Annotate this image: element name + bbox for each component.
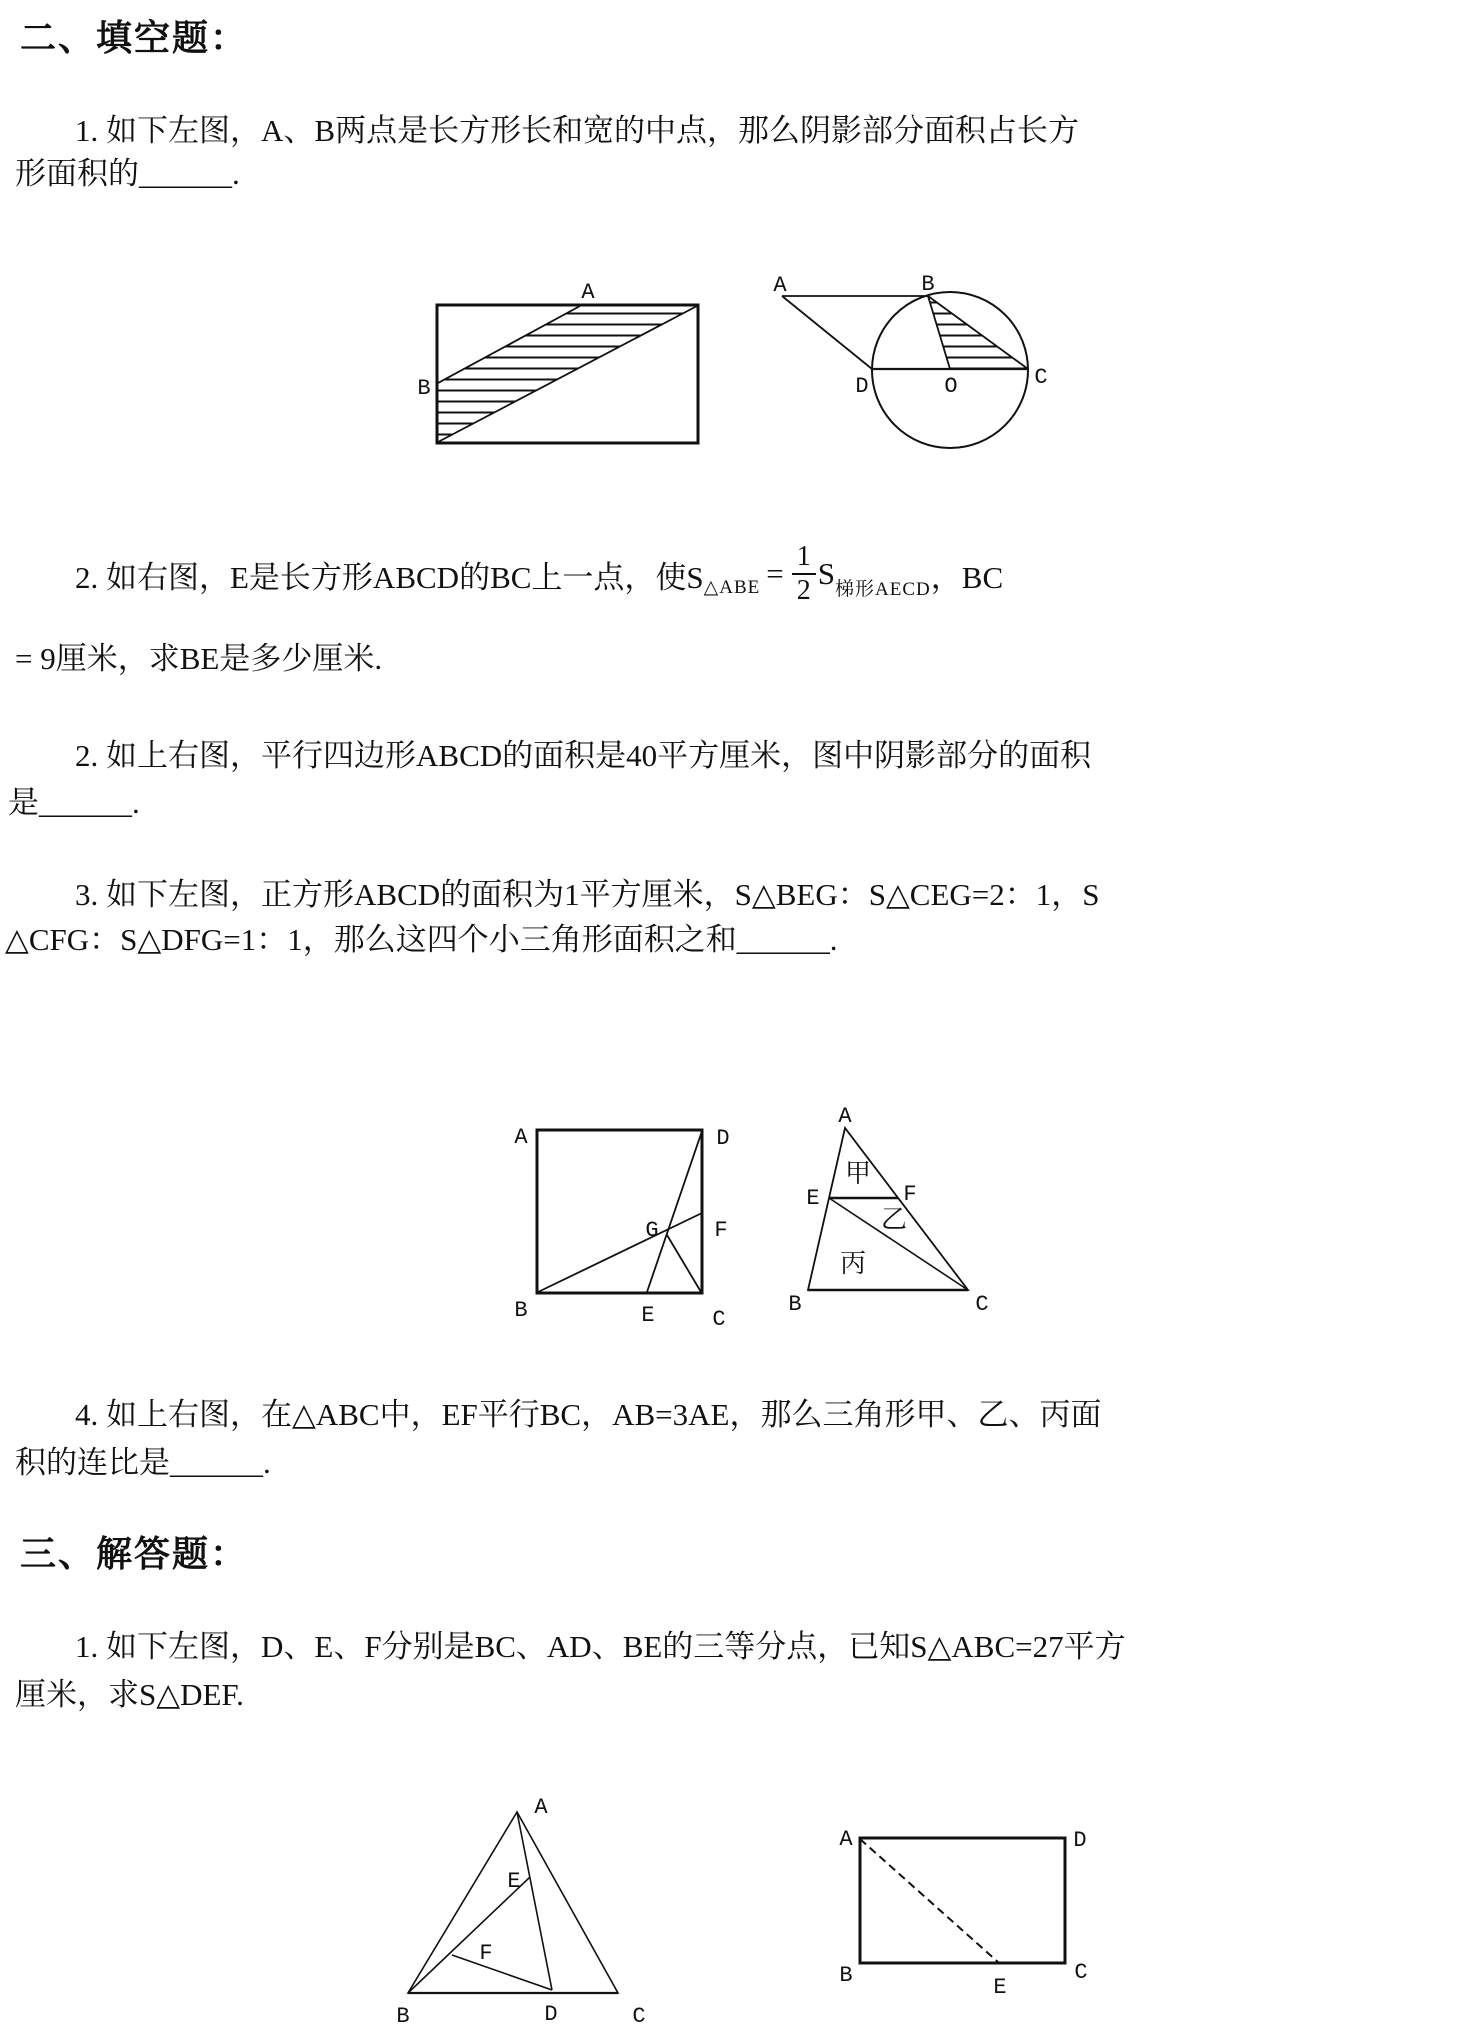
fig1-label-b: B: [417, 376, 431, 401]
fig2-label-a: A: [773, 273, 787, 298]
fig6-label-e: E: [993, 1975, 1007, 2000]
rectangle-outline: [860, 1838, 1065, 1963]
figure-triangle-jyb: [788, 1104, 988, 1317]
figure-rectangle-midpoints: [417, 280, 698, 443]
figure-triangle-def: [396, 1795, 645, 2029]
fig3-label-c: C: [712, 1307, 726, 1332]
solve-problem1-line1: 1. 如下左图，D、E、F分别是BC、AD、BE的三等分点，已知S△ABC=27平方: [75, 1629, 1126, 1664]
problem3-line2: △CFG：S△DFG=1：1，那么这四个小三角形面积之和______.: [5, 922, 838, 957]
square-outline: [537, 1130, 702, 1293]
problem2-suffix: ，BC: [930, 559, 1004, 595]
problem2-subscript-abe: △ABE: [703, 576, 761, 598]
segment-gc: [667, 1235, 701, 1292]
fig3-label-e: E: [641, 1303, 655, 1328]
segment-fd: [452, 1955, 552, 1990]
problem2-subscript-aecd: 梯形AECD: [835, 578, 931, 600]
solve-problem1-line2: 厘米，求S△DEF.: [15, 1677, 244, 1712]
region-label-bing: 丙: [839, 1249, 867, 1278]
fig3-label-f: F: [714, 1218, 728, 1243]
fig5-label-b: B: [396, 2004, 410, 2029]
problem4-line1: 4. 如上右图，在△ABC中，EF平行BC，AB=3AE，那么三角形甲、乙、丙面: [75, 1397, 1102, 1432]
problem2b-line1: 2. 如上右图，平行四边形ABCD的面积是40平方厘米，图中阴影部分的面积: [75, 738, 1092, 773]
problem1-line1: 1. 如下左图，A、B两点是长方形长和宽的中点，那么阴影部分面积占长方: [75, 113, 1080, 148]
fig2-label-b: B: [921, 272, 935, 297]
fig5-label-a: A: [534, 1795, 548, 1820]
problem1-line2: 形面积的______.: [15, 156, 240, 191]
region-label-jia: 甲: [844, 1159, 872, 1188]
segment-de: [647, 1131, 702, 1292]
problem2-equals: =: [766, 556, 784, 591]
fig6-label-b: B: [839, 1963, 853, 1988]
fig3-label-d: D: [716, 1126, 730, 1151]
fig4-label-c: C: [975, 1292, 989, 1317]
fig3-label-g: G: [645, 1218, 659, 1243]
fig6-label-a: A: [839, 1827, 853, 1852]
fig2-label-c: C: [1034, 365, 1048, 390]
fig4-label-e: E: [806, 1186, 820, 1211]
fig5-label-e: E: [507, 1869, 521, 1894]
problem4-line2: 积的连比是______.: [15, 1445, 271, 1480]
figure-circle-chords: [773, 272, 1047, 448]
solve-section-heading: 三、解答题：: [20, 1534, 249, 1574]
problem2-line2: = 9厘米，求BE是多少厘米.: [15, 641, 383, 676]
segment-ad: [517, 1812, 552, 1990]
fig3-label-a: A: [514, 1125, 528, 1150]
fig6-label-d: D: [1073, 1828, 1087, 1853]
problem3-line1: 3. 如下左图，正方形ABCD的面积为1平方厘米，S△BEG：S△CEG=2：1，S: [75, 877, 1100, 912]
problem2-s-symbol: S: [817, 556, 836, 591]
triangle-outline: [408, 1812, 618, 1993]
fig4-label-f: F: [903, 1182, 917, 1207]
fraction-numerator: 1: [796, 540, 811, 572]
fig3-label-b: B: [514, 1298, 528, 1323]
dashed-diagonal-ae: [860, 1839, 998, 1962]
figure-rectangle-dashed: [839, 1827, 1087, 2000]
fill-section-heading: 二、填空题：: [20, 18, 249, 58]
fig6-label-c: C: [1074, 1960, 1088, 1985]
fig2-label-o: O: [944, 374, 958, 399]
region-label-yi: 乙: [880, 1205, 908, 1234]
fig2-label-d: D: [855, 374, 869, 399]
fraction-denominator: 2: [792, 573, 816, 607]
fig5-label-c: C: [632, 2004, 646, 2029]
fig4-label-b: B: [788, 1292, 802, 1317]
fig5-label-d: D: [544, 2002, 558, 2027]
figure-square-abcd: [514, 1125, 729, 1332]
fig1-label-a: A: [581, 280, 595, 305]
problem2-prefix: 2. 如右图，E是长方形ABCD的BC上一点，使S: [75, 559, 704, 595]
fig5-label-f: F: [479, 1941, 493, 1966]
fig4-label-a: A: [838, 1104, 852, 1129]
segment-ad: [782, 296, 872, 369]
problem2b-line2: 是______.: [8, 785, 140, 820]
